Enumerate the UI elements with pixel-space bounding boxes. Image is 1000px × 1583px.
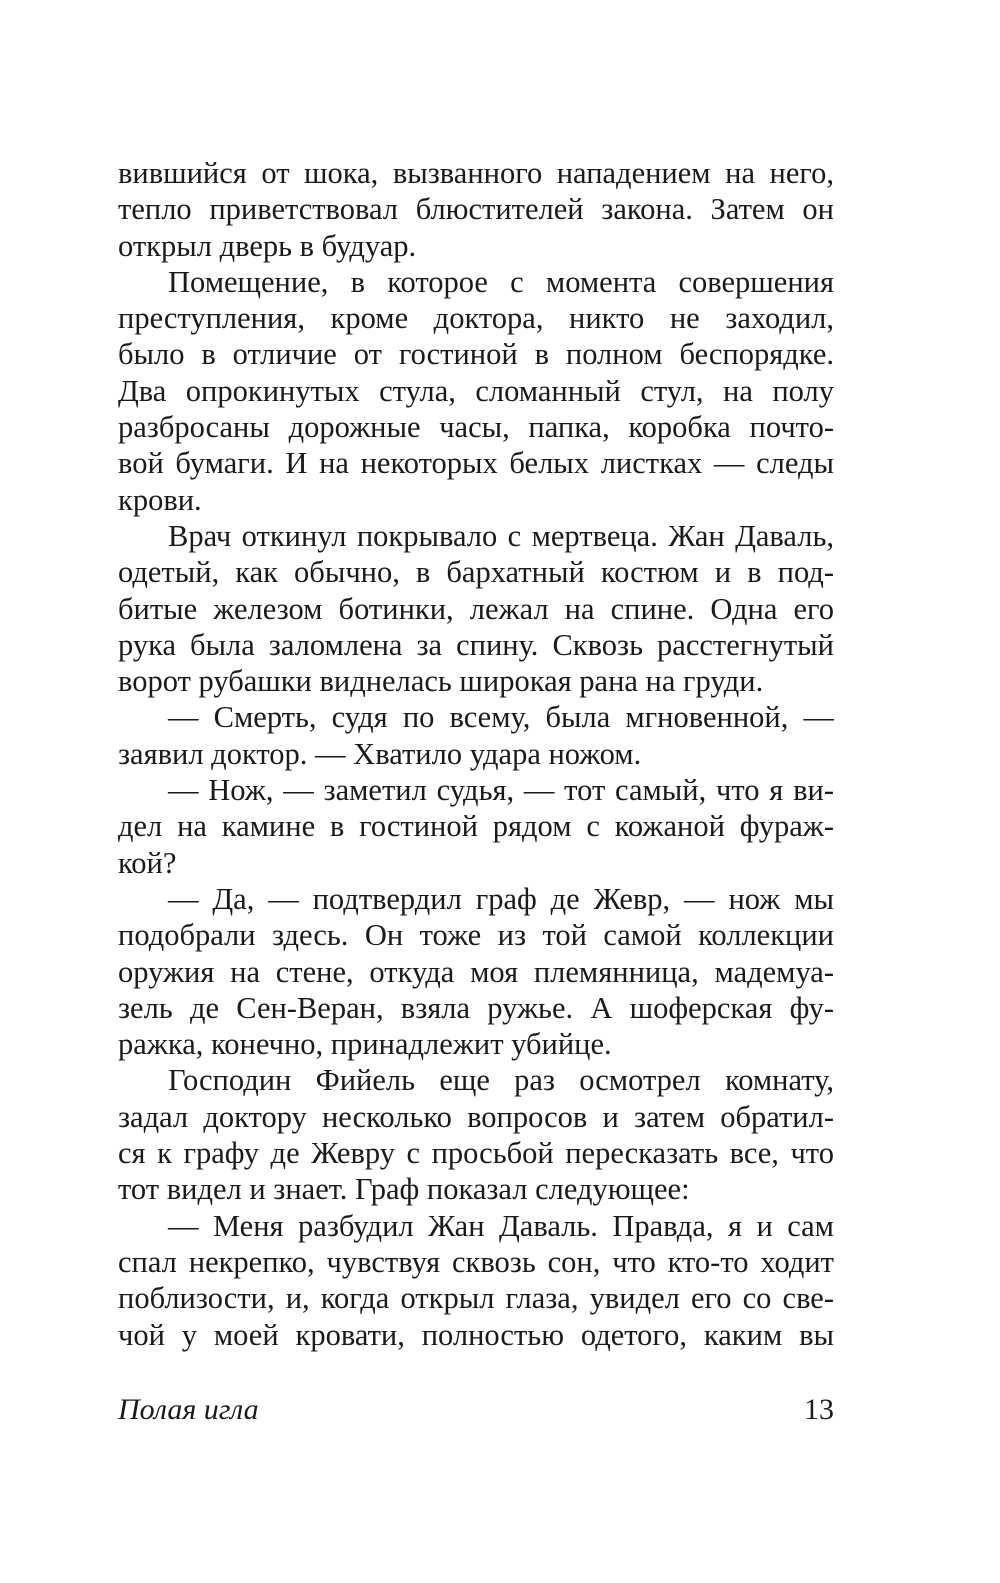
text-line: — Смерть, судя по всему, была мгновенной, — (168, 700, 834, 735)
text-line: — Меня разбудил Жан Даваль. Правда, я и сам (168, 1208, 834, 1243)
text-line: вой бумаги. И на некоторых белых листках — следы (118, 446, 834, 481)
text-line: тот видел и знает. Граф показал следующее: (118, 1172, 690, 1207)
text-line: крови. (118, 482, 202, 517)
text-line: спал некрепко, чувствуя сквозь сон, что кто-то ходит (118, 1244, 834, 1279)
page-footer (118, 1390, 834, 1430)
text-line: чой у моей кровати, полностью одетого, каким вы (118, 1317, 834, 1352)
text-line: одетый, как обычно, в бархатный костюм и в под- (118, 555, 834, 590)
text-line: зель де Сен-Веран, взяла ружье. А шоферская фу- (118, 990, 834, 1025)
text-line: поблизости, и, когда открыл глаза, увидел его со све- (118, 1281, 834, 1316)
text-line: — Нож, — заметил судья, — тот самый, что я ви- (168, 773, 834, 808)
text-line: задал доктору несколько вопросов и затем обратил- (118, 1099, 834, 1134)
text-line: заявил доктор. — Хватило удара ножом. (118, 736, 642, 771)
text-line: Помещение, в которое с момента совершения (168, 264, 834, 299)
page-body (118, 155, 834, 1353)
text-line: было в отличие от гостиной в полном беспорядке. (118, 337, 834, 372)
text-line: ражка, конечно, принадлежит убийце. (118, 1027, 612, 1062)
text-line: Два опрокинутых стула, сломанный стул, на полу (118, 373, 834, 408)
text-line: ся к графу де Жевру с просьбой пересказать все, что (118, 1136, 834, 1171)
text-line: преступления, кроме доктора, никто не заходил, (118, 301, 834, 336)
page-number: 13 (804, 1393, 834, 1426)
text-line: Врач откинул покрывало с мертвеца. Жан Даваль, (168, 518, 834, 553)
text-line: оружия на стене, откуда моя племянница, мадемуа- (118, 954, 834, 989)
text-line: разбросаны дорожные часы, папка, коробка почто- (118, 410, 834, 445)
text-line: битые железом ботинки, лежал на спине. Одна его (118, 591, 834, 626)
text-line: — Да, — подтвердил граф де Жевр, — нож мы (168, 881, 834, 916)
text-line: рука была заломлена за спину. Сквозь расстегнутый (118, 627, 834, 662)
text-line: открыл дверь в будуар. (118, 228, 417, 263)
text-line: подобрали здесь. Он тоже из той самой коллекции (118, 918, 834, 953)
text-line: дел на камине в гостиной рядом с кожаной фураж- (118, 809, 834, 844)
text-line: ворот рубашки виднелась широкая рана на груди. (118, 664, 764, 699)
text-line: вившийся от шока, вызванного нападением на него, (118, 156, 834, 190)
text-line: кой? (118, 845, 177, 880)
running-title: Полая игла (118, 1393, 259, 1426)
text-line: Господин Фийель еще раз осмотрел комнату, (168, 1063, 834, 1098)
text-line: тепло приветствовал блюстителей закона. Затем он (118, 192, 834, 227)
